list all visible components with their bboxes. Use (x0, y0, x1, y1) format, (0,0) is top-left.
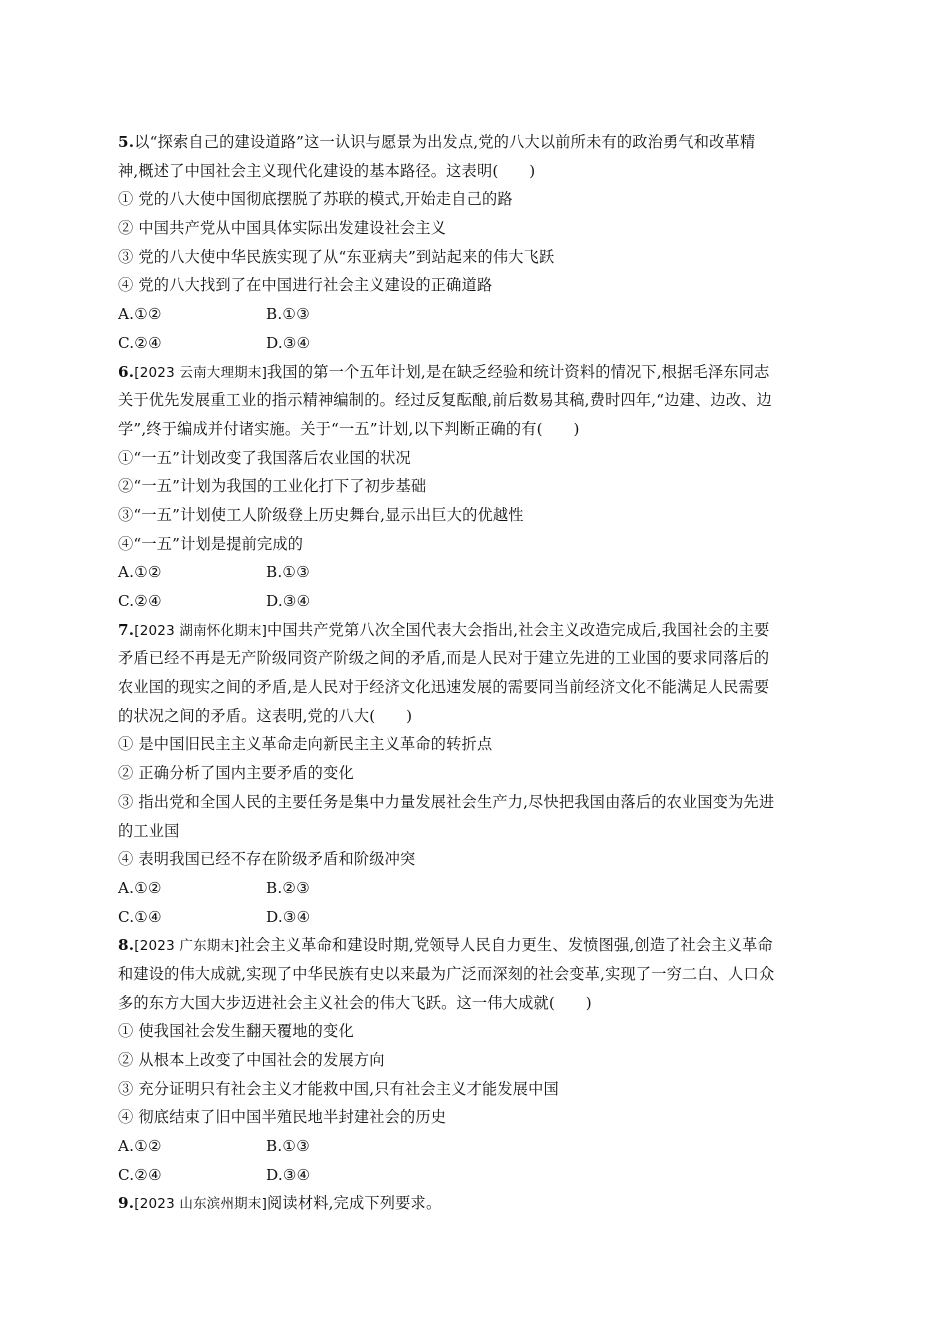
option-choice: B.②③ (266, 878, 311, 897)
option-choice: C.②④ (118, 592, 162, 610)
question-stem-line (118, 931, 838, 960)
stem-text: 农业国的现实之间的矛盾,是人民对于经济文化迅速发展的需要同当前经济文化不能满足人民需要 (118, 678, 770, 697)
statement-item: ③ 充分证明只有社会主义才能救中国,只有社会主义才能发展中国 (118, 1079, 559, 1098)
question-7 (118, 616, 838, 932)
option-choice: D.③④ (266, 333, 311, 352)
stem-text: 我国的第一个五年计划,是在缺乏经验和统计资料的情况下,根据毛泽东同志 (267, 362, 770, 381)
question-number: 6. (118, 362, 135, 381)
question-number: 9. (118, 1194, 135, 1213)
question-number: 7. (118, 620, 135, 639)
stem-text: 神,概述了中国社会主义现代化建设的基本路径。这表明( ) (118, 161, 536, 180)
question-6 (118, 358, 838, 616)
question-8 (118, 931, 838, 1189)
option-choice: D.③④ (266, 1165, 311, 1184)
option-choice: B.①③ (266, 305, 311, 324)
option-choice: A.①② (118, 1137, 162, 1156)
statement-item: ② 中国共产党从中国具体实际出发建设社会主义 (118, 219, 447, 238)
stem-text: 社会主义革命和建设时期,党领导人民自力更生、发愤图强,创造了社会主义革命 (239, 936, 773, 955)
stem-text: 矛盾已经不再是无产阶级同资产阶级之间的矛盾,而是人民对于建立先进的工业国的要求同落后的 (118, 649, 770, 668)
question-stem-line (118, 673, 838, 702)
options-row (118, 1132, 838, 1161)
statement-item: ②“一五”计划为我国的工业化打下了初步基础 (118, 477, 427, 496)
stem-text: 阅读材料,完成下列要求。 (267, 1194, 442, 1213)
statement-item: ③ 党的八大使中华民族实现了从“东亚病夫”到站起来的伟大飞跃 (118, 247, 555, 266)
statement-item: ② 从根本上改变了中国社会的发展方向 (118, 1051, 385, 1069)
question-stem-line (118, 960, 838, 989)
question-stem-line (118, 358, 838, 387)
statement-item: ② 正确分析了国内主要矛盾的变化 (118, 764, 354, 783)
option-choice: A.①② (118, 305, 162, 324)
option-choice: C.②④ (118, 1165, 162, 1184)
question-stem-line (118, 415, 838, 444)
question-source: [2023 广东期末] (134, 938, 240, 955)
stem-text: 学”,终于编成并付诸实施。关于“一五”计划,以下判断正确的有( ) (118, 419, 580, 438)
stem-text: 关于优先发展重工业的指示精神编制的。经过反复酝酿,前后数易其稿,费时四年,“边建、边改、边 (118, 391, 772, 410)
question-stem-line (118, 157, 838, 186)
option-choice: D.③④ (266, 592, 311, 610)
stem-text: 多的东方大国大步迈进社会主义社会的伟大飞跃。这一伟大成就( ) (118, 993, 592, 1012)
statement-item: ④ 彻底结束了旧中国半殖民地半封建社会的历史 (118, 1108, 447, 1127)
statement-item: ④ 党的八大找到了在中国进行社会主义建设的正确道路 (118, 276, 493, 295)
question-number: 5. (118, 133, 135, 151)
stem-text: 的状况之间的矛盾。这表明,党的八大( ) (118, 706, 413, 725)
stem-text: 和建设的伟大成就,实现了中华民族有史以来最为广泛而深刻的社会变革,实现了一穷二白、人口众 (118, 964, 775, 983)
question-stem-line (118, 644, 838, 673)
question-number: 8. (118, 936, 135, 955)
options-row (118, 329, 838, 358)
question-stem-line (118, 1189, 838, 1218)
statement-item: ④“一五”计划是提前完成的 (118, 534, 304, 553)
option-choice: C.②④ (118, 333, 162, 352)
question-stem-line (118, 702, 838, 731)
question-source: [2023 山东滨州期末] (134, 1196, 268, 1213)
statement-item: ①“一五”计划改变了我国落后农业国的状况 (118, 448, 411, 467)
statement-item: ③ 指出党和全国人民的主要任务是集中力量发展社会生产力,尽快把我国由落后的农业国变为先进 (118, 792, 775, 811)
option-choice: A.①② (118, 563, 162, 582)
statement-item: ① 是中国旧民主主义革命走向新民主主义革命的转折点 (118, 735, 493, 754)
question-9 (118, 1189, 838, 1218)
option-choice: D.③④ (266, 907, 311, 926)
question-stem-line (118, 616, 838, 645)
question-stem-line (118, 128, 838, 157)
question-stem-line (118, 386, 838, 415)
statement-item: ① 使我国社会发生翻天覆地的变化 (118, 1022, 354, 1041)
options-row (118, 903, 838, 932)
question-source: [2023 湖南怀化期末] (134, 622, 268, 639)
option-choice: A.①② (118, 878, 162, 897)
option-choice: B.①③ (266, 1137, 311, 1156)
options-row (118, 558, 838, 587)
options-row (118, 874, 838, 903)
statement-item: 的工业国 (118, 821, 180, 840)
question-source: [2023 云南大理期末] (134, 364, 268, 381)
option-choice: C.①④ (118, 907, 162, 926)
statement-item: ① 党的八大使中国彻底摆脱了苏联的模式,开始走自己的路 (118, 190, 513, 209)
statement-item: ④ 表明我国已经不存在阶级矛盾和阶级冲突 (118, 850, 416, 869)
stem-text: 中国共产党第八次全国代表大会指出,社会主义改造完成后,我国社会的主要 (267, 620, 770, 639)
stem-text: 以“探索自己的建设道路”这一认识与愿景为出发点,党的八大以前所未有的政治勇气和改革精 (134, 133, 756, 151)
options-row (118, 300, 838, 329)
statement-item: ③“一五”计划使工人阶级登上历史舞台,显示出巨大的优越性 (118, 505, 524, 524)
question-5 (118, 128, 838, 358)
options-row (118, 587, 838, 616)
option-choice: B.①③ (266, 563, 311, 582)
question-stem-line (118, 989, 838, 1018)
document-page (118, 128, 838, 1218)
options-row (118, 1161, 838, 1190)
